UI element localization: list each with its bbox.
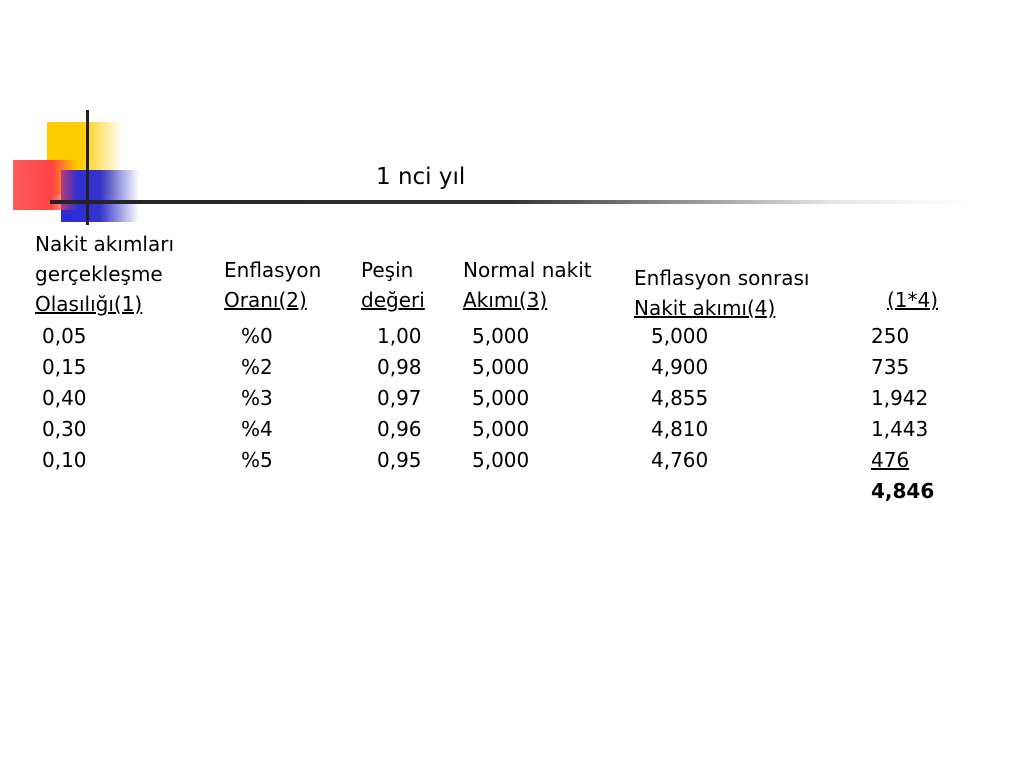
cell-after-inflation: 4,855 xyxy=(651,386,709,410)
header-line: Normal nakit xyxy=(463,258,592,282)
column-product xyxy=(871,321,934,507)
cell-after-inflation: 5,000 xyxy=(651,324,709,348)
cell-after-inflation: 4,810 xyxy=(651,417,709,441)
cell-product: 1,443 xyxy=(871,417,929,441)
cell-product: 250 xyxy=(871,324,910,348)
cell-after-inflation: 4,900 xyxy=(651,355,709,379)
column-after-inflation-cash-flow xyxy=(651,321,708,476)
header-present-value xyxy=(361,255,425,315)
vertical-rule xyxy=(86,110,89,225)
header-line: Enflasyon xyxy=(224,258,322,282)
header-product: (1*4) xyxy=(887,288,939,312)
cell-product: 476 xyxy=(871,448,910,472)
column-normal-cash-flow xyxy=(472,321,529,476)
header-inflation-rate xyxy=(224,255,321,315)
column-probability xyxy=(42,321,87,476)
cell-normal-cash-flow: 5,000 xyxy=(472,324,530,348)
cell-normal-cash-flow: 5,000 xyxy=(472,448,530,472)
header-line: gerçekleşme xyxy=(35,262,163,286)
cell-probability: 0,15 xyxy=(42,355,87,379)
slide-title: 1 nci yıl xyxy=(376,164,466,190)
cell-present-value: 0,96 xyxy=(377,417,422,441)
cell-inflation-rate: %4 xyxy=(241,417,273,441)
header-line: Oranı(2) xyxy=(224,288,307,312)
cell-present-value: 0,95 xyxy=(377,448,422,472)
cell-probability: 0,40 xyxy=(42,386,87,410)
cell-inflation-rate: %5 xyxy=(241,448,273,472)
cell-probability: 0,05 xyxy=(42,324,87,348)
total-value: 4,846 xyxy=(871,479,935,503)
header-line: Olasılığı(1) xyxy=(35,292,143,316)
column-inflation-rate xyxy=(241,321,273,476)
cell-inflation-rate: %3 xyxy=(241,386,273,410)
header-probability xyxy=(35,229,174,319)
header-line: değeri xyxy=(361,288,425,312)
cell-inflation-rate: %2 xyxy=(241,355,273,379)
header-line: Peşin xyxy=(361,258,414,282)
cell-after-inflation: 4,760 xyxy=(651,448,709,472)
header-line: Enflasyon sonrası xyxy=(634,266,810,290)
column-present-value xyxy=(377,321,422,476)
cell-normal-cash-flow: 5,000 xyxy=(472,386,530,410)
title-underline-rule xyxy=(50,200,970,204)
cell-present-value: 0,98 xyxy=(377,355,422,379)
cell-probability: 0,10 xyxy=(42,448,87,472)
header-line: Nakit akımı(4) xyxy=(634,296,776,320)
cell-normal-cash-flow: 5,000 xyxy=(472,417,530,441)
cell-present-value: 1,00 xyxy=(377,324,422,348)
header-line: Akımı(3) xyxy=(463,288,548,312)
cell-present-value: 0,97 xyxy=(377,386,422,410)
header-line: Nakit akımları xyxy=(35,232,175,256)
cell-product: 735 xyxy=(871,355,910,379)
cell-product: 1,942 xyxy=(871,386,929,410)
header-after-inflation-cash-flow xyxy=(634,263,809,323)
cell-normal-cash-flow: 5,000 xyxy=(472,355,530,379)
header-normal-cash-flow xyxy=(463,255,592,315)
cell-probability: 0,30 xyxy=(42,417,87,441)
cell-inflation-rate: %0 xyxy=(241,324,273,348)
